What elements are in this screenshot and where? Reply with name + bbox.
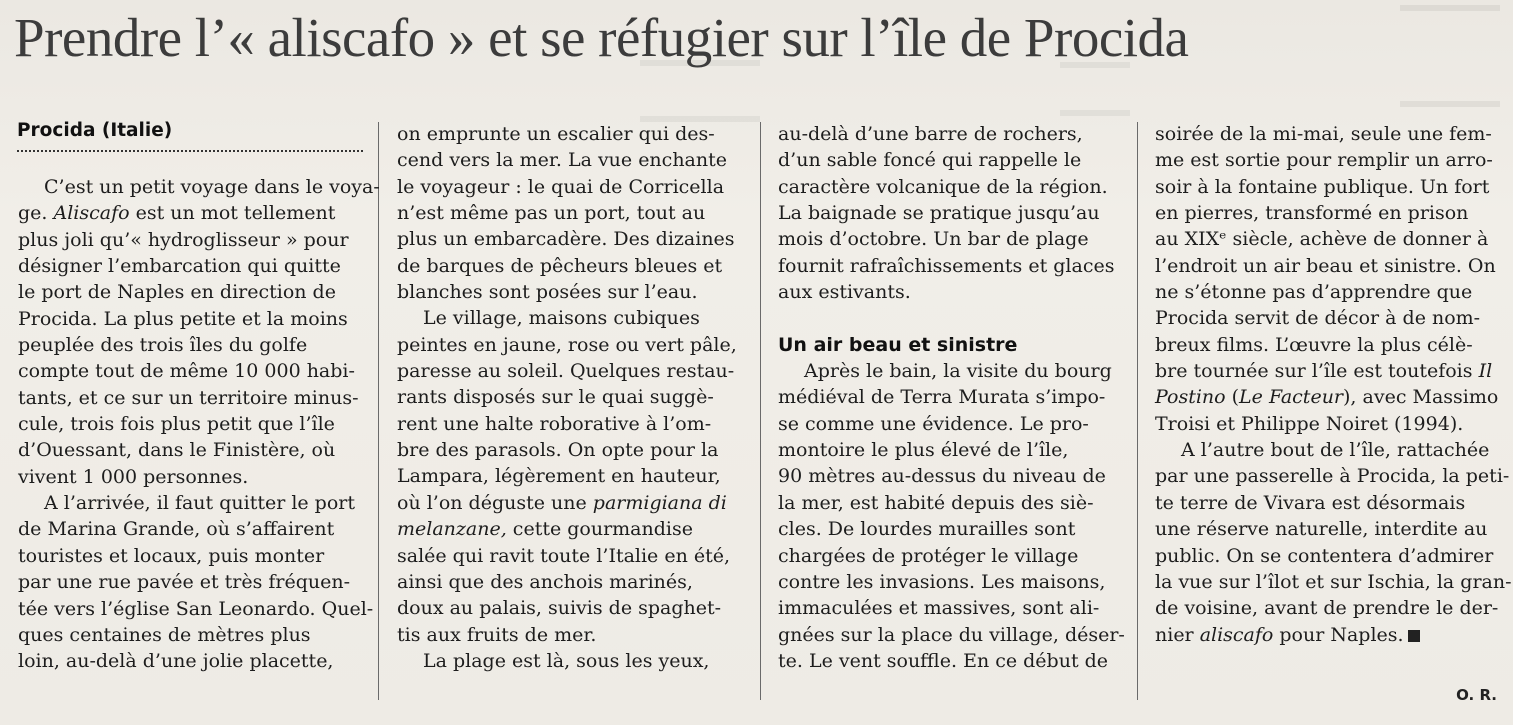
text-run: n’est même pas un port, tout au (397, 202, 706, 225)
article-text-line (18, 411, 368, 437)
text-run: vivent 1 000 personnes. (18, 465, 249, 488)
article-text-line (18, 279, 368, 305)
text-run: public. On se contentera d’admirer (1155, 544, 1494, 567)
text-run: par une passerelle à Procida, la peti- (1155, 465, 1510, 488)
text-run: soirée de la mi-mai, seule une fem- (1155, 123, 1492, 145)
article-text-line (1155, 622, 1505, 648)
article-text-line (778, 305, 1128, 331)
italic-text: parmigiana di (592, 491, 727, 514)
dotted-rule (17, 150, 363, 152)
article-text-line (1155, 253, 1505, 279)
text-run: Lampara, légèrement en hauteur, (397, 465, 721, 488)
text-run: ques centaines de mètres plus (18, 623, 311, 646)
article-text-line (18, 569, 368, 595)
text-run: cles. De lourdes murailles sont (778, 518, 1076, 541)
text-run: aux estivants. (778, 281, 911, 304)
text-run: La baignade se pratique jusqu’au (778, 202, 1100, 225)
text-run: cend vers la mer. La vue enchante (397, 149, 727, 172)
italic-text: Le Facteur (1239, 386, 1344, 409)
article-text-line (1155, 358, 1505, 384)
article-text-line (18, 227, 368, 253)
article-text-line (778, 648, 1128, 674)
article-text-line (18, 543, 368, 569)
article-text-line (778, 411, 1128, 437)
text-run: peuplée des trois îles du golfe (18, 334, 308, 357)
text-run: A l’arrivée, il faut quitter le port (44, 492, 356, 515)
article-text-line (18, 253, 368, 279)
text-run: tée vers l’église San Leonardo. Quel- (18, 597, 374, 620)
text-run: nier (1155, 623, 1200, 646)
text-run: Procida servit de décor à de nom- (1155, 307, 1481, 330)
bleed-through-block (1400, 5, 1500, 107)
text-run: te terre de Vivara est désormais (1155, 491, 1466, 514)
article-text-line (397, 648, 747, 674)
text-run: est un mot tellement (129, 202, 336, 225)
article-text-line (1155, 384, 1505, 410)
article-text-line (1155, 595, 1505, 621)
text-run: de voisine, avant de prendre le der- (1155, 597, 1499, 620)
text-run: montoire le plus élevé de l’île, (778, 439, 1069, 462)
text-run: gnées sur la place du village, déser- (778, 623, 1125, 646)
text-run: te. Le vent souffle. En ce début de (778, 649, 1109, 672)
article-column-4 (1155, 121, 1512, 648)
article-text-line (1155, 226, 1505, 252)
article-text-line (397, 358, 747, 384)
text-run: la vue sur l’îlot et sur Ischia, la gran- (1155, 570, 1512, 593)
article-text-line (778, 174, 1128, 200)
text-run: bre des parasols. On opte pour la (397, 439, 719, 462)
italic-text: aliscafo (1199, 623, 1274, 646)
text-run: fournit rafraîchissements et glaces (778, 254, 1115, 277)
italic-text: melanzane, (397, 518, 507, 541)
text-run: cule, trois fois plus petit que l’île (18, 413, 335, 436)
article-text-line (778, 121, 1128, 147)
article-text-line (18, 200, 368, 226)
text-run: La plage est là, sous les yeux, (423, 649, 710, 672)
text-run: compte tout de même 10 000 habi- (18, 360, 355, 383)
article-text-line (18, 174, 380, 200)
article-text-line (778, 463, 1128, 489)
column-divider (760, 122, 761, 700)
text-run: immaculées et massives, sont ali- (778, 597, 1100, 620)
text-run: breux films. L’œuvre la plus célè- (1155, 333, 1473, 356)
author-signature: O. R. (1456, 686, 1497, 704)
article-text-line (397, 200, 747, 226)
text-run: peintes en jaune, rose ou vert pâle, (397, 333, 737, 356)
text-run: caractère volcanique de la région. (778, 175, 1108, 198)
article-text-line (397, 121, 747, 147)
article-text-line (778, 516, 1128, 542)
text-run: paresse au soleil. Quelques restau- (397, 360, 735, 383)
text-run: ), avec Massimo (1343, 386, 1499, 409)
article-text-line (778, 595, 1128, 621)
text-run: plus un embarcadère. Des dizaines (397, 228, 735, 251)
text-run: doux au palais, suivis de spaghet- (397, 597, 722, 620)
article-text-line (397, 147, 747, 173)
text-run: au XIXᵉ siècle, achève de donner à (1155, 228, 1489, 251)
article-text-line (397, 332, 747, 358)
text-run: le port de Naples en direction de (18, 281, 336, 304)
text-run: désigner l’embarcation qui quitte (18, 255, 341, 278)
article-text-line (18, 622, 368, 648)
text-run: la mer, est habité depuis des siè- (778, 491, 1094, 514)
article-text-line (1155, 569, 1512, 595)
article-text-line (778, 543, 1128, 569)
text-run: d’Ouessant, dans le Finistère, où (18, 439, 336, 462)
text-run: plus joli qu’« hydroglisseur » pour (18, 228, 349, 251)
italic-text: Postino (1155, 386, 1226, 409)
text-run: Un air beau et sinistre (778, 333, 1018, 356)
column-divider (1137, 122, 1138, 700)
text-run: d’un sable foncé qui rappelle le (778, 149, 1082, 172)
text-run: pour Naples. (1273, 623, 1404, 646)
article-text-line (18, 358, 368, 384)
text-run: touristes et locaux, puis monter (18, 544, 325, 567)
article-text-line (778, 200, 1128, 226)
text-run: rent une halte roborative à l’om- (397, 412, 712, 435)
text-run: cette gourmandise (506, 518, 693, 541)
text-run: Troisi et Philippe Noiret (1994). (1155, 412, 1464, 435)
text-run: contre les invasions. Les maisons, (778, 570, 1106, 593)
article-column-1 (18, 174, 380, 675)
article-text-line (1155, 490, 1505, 516)
article-text-line (1155, 516, 1505, 542)
article-text-line (397, 279, 747, 305)
text-run: tants, et ce sur un territoire minus- (18, 386, 359, 409)
text-run: l’endroit un air beau et sinistre. On (1155, 254, 1496, 277)
article-text-line (397, 463, 747, 489)
article-headline: Prendre l’« aliscafo » et se réfugier sur l’île de Procida (14, 7, 1189, 68)
text-run: ge. (18, 202, 54, 225)
article-text-line (778, 569, 1128, 595)
article-text-line (1155, 147, 1505, 173)
article-text-line (1155, 279, 1505, 305)
article-text-line (1155, 332, 1505, 358)
article-text-line (397, 174, 747, 200)
text-run: C’est un petit voyage dans le voya- (44, 176, 380, 198)
article-text-line (778, 147, 1128, 173)
article-text-line (778, 384, 1128, 410)
article-text-line (397, 622, 747, 648)
article-text-line (1155, 463, 1510, 489)
article-text-line (397, 305, 747, 331)
text-run: où l’on déguste une (397, 491, 593, 514)
article-text-line (1155, 121, 1505, 147)
text-run: en pierres, transformé en prison (1155, 202, 1469, 225)
text-run: ( (1225, 386, 1240, 409)
article-text-line (397, 569, 747, 595)
article-text-line (778, 253, 1128, 279)
article-text-line (18, 464, 368, 490)
text-run: médiéval de Terra Murata s’impo- (778, 386, 1106, 409)
article-text-line (18, 516, 368, 542)
text-run: Le village, maisons cubiques (423, 307, 700, 330)
text-run: Procida. La plus petite et la moins (18, 307, 348, 330)
article-text-line (397, 595, 747, 621)
article-text-line (778, 622, 1128, 648)
article-text-line (1155, 200, 1505, 226)
article-text-line (18, 490, 368, 516)
text-run: bre tournée sur l’île est toutefois (1155, 360, 1479, 383)
text-run: se comme une évidence. Le pro- (778, 412, 1089, 435)
text-run: de Marina Grande, où s’affairent (18, 518, 335, 541)
article-text-line (1155, 543, 1505, 569)
article-text-line (397, 253, 747, 279)
article-text-line (778, 490, 1128, 516)
text-run: A l’autre bout de l’île, rattachée (1181, 439, 1490, 462)
text-run: salée qui ravit toute l’Italie en été, (397, 544, 731, 567)
article-text-line (18, 306, 368, 332)
end-of-article-mark-icon (1408, 630, 1420, 642)
article-text-line (1155, 437, 1505, 463)
article-text-line (1155, 411, 1505, 437)
text-run: le voyageur : le quai de Corricella (397, 175, 725, 198)
article-text-line (18, 332, 368, 358)
italic-text: Il (1478, 360, 1493, 383)
article-text-line (1155, 305, 1505, 331)
text-run: chargées de protéger le village (778, 544, 1079, 567)
text-run: au-delà d’une barre de rochers, (778, 123, 1083, 145)
section-subheading (778, 332, 1128, 358)
article-text-line (397, 516, 747, 542)
article-text-line (778, 437, 1128, 463)
text-run: par une rue pavée et très fréquen- (18, 571, 351, 594)
article-column-3 (778, 121, 1128, 674)
article-text-line (778, 226, 1128, 252)
article-text-line (397, 384, 747, 410)
article-text-line (397, 490, 747, 516)
column-divider (378, 122, 379, 700)
article-text-line (18, 596, 374, 622)
article-column-2 (397, 121, 747, 674)
article-text-line (18, 437, 368, 463)
text-run: Après le bain, la visite du bourg (804, 360, 1112, 383)
text-run: blanches sont posées sur l’eau. (397, 281, 698, 304)
text-run: une réserve naturelle, interdite au (1155, 518, 1488, 541)
text-run: de barques de pêcheurs bleues et (397, 254, 723, 277)
text-run: ne s’étonne pas d’apprendre que (1155, 281, 1473, 304)
text-run: 90 mètres au-dessus du niveau de (778, 465, 1106, 488)
article-text-line (397, 543, 747, 569)
italic-text: Aliscafo (53, 202, 130, 225)
article-text-line (778, 279, 1128, 305)
article-text-line (18, 385, 368, 411)
location-tag: Procida (Italie) (17, 120, 173, 141)
text-run: me est sortie pour remplir un arro- (1155, 149, 1493, 172)
article-text-line (397, 437, 747, 463)
text-run: rants disposés sur le quai suggè- (397, 386, 714, 409)
text-run: mois d’octobre. Un bar de plage (778, 228, 1089, 251)
text-run: soir à la fontaine publique. Un fort (1155, 175, 1490, 198)
text-run: ainsi que des anchois marinés, (397, 570, 693, 593)
article-text-line (1155, 174, 1505, 200)
article-text-line (18, 648, 368, 674)
article-text-line (778, 358, 1128, 384)
text-run: loin, au-delà d’une jolie placette, (18, 650, 334, 673)
text-run: on emprunte un escalier qui des- (397, 123, 715, 145)
text-run: tis aux fruits de mer. (397, 623, 597, 646)
article-text-line (397, 226, 747, 252)
article-text-line (397, 411, 747, 437)
